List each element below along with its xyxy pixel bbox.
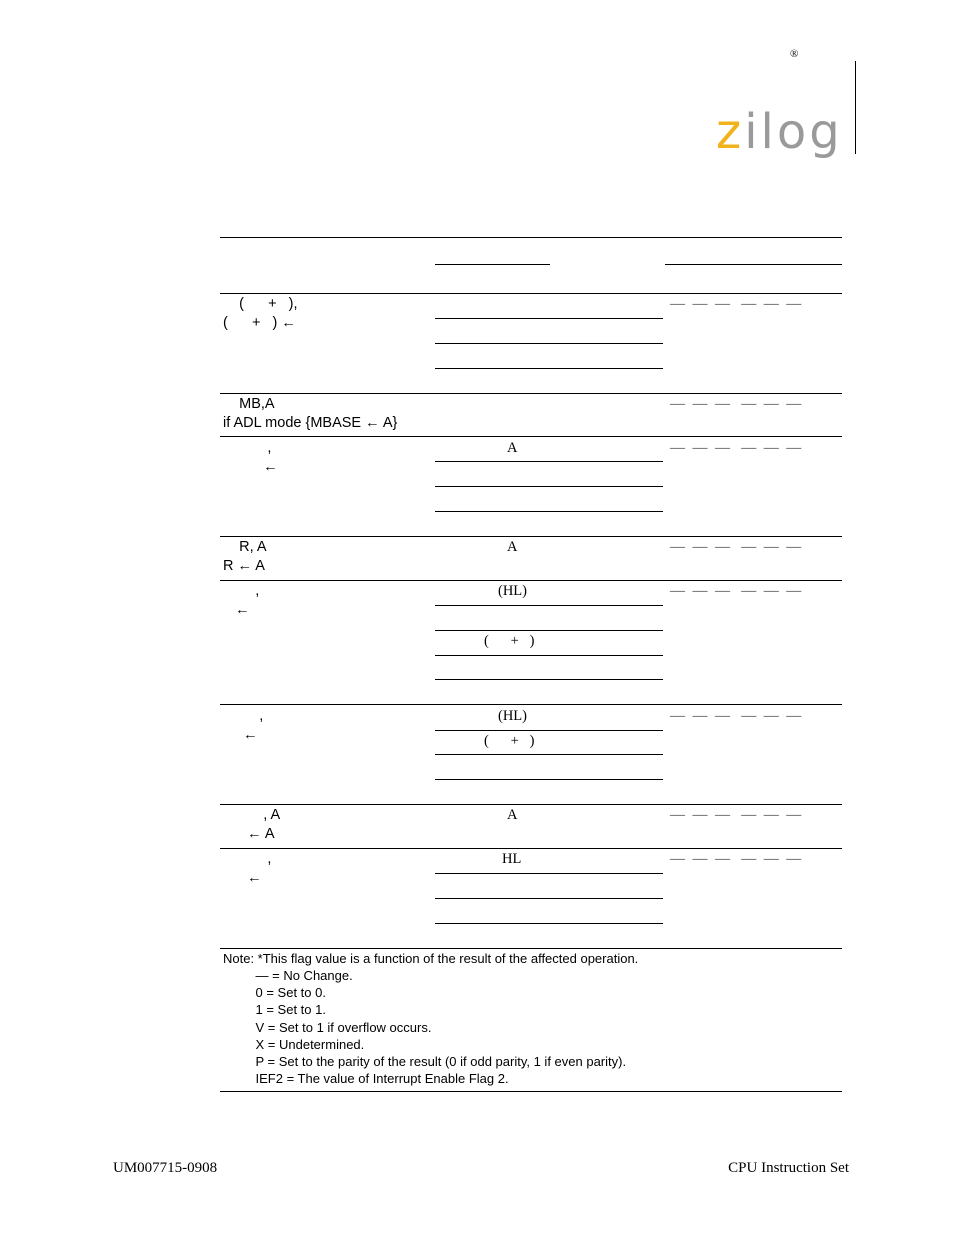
row5-operand-1: (HL)	[498, 583, 527, 599]
notes-top-rule	[220, 948, 842, 949]
row4-flags: — — — — — —	[670, 539, 802, 555]
row8-subrule	[435, 873, 663, 874]
row1-flags: — — — — — —	[670, 296, 802, 312]
row-separator	[220, 804, 842, 805]
row6-subrule	[435, 730, 663, 731]
row1-subrule	[435, 343, 663, 344]
footer-doc-number: UM007715-0908	[113, 1160, 218, 1176]
row1-symbolic-1: ( + ),	[223, 296, 298, 312]
row7-symbolic-1: , A	[223, 807, 281, 823]
row5-symbolic-2: ←	[223, 602, 250, 618]
note-line: P = Set to the parity of the result (0 if odd parity, 1 if even parity).	[223, 1054, 627, 1069]
row3-operand: A	[507, 440, 518, 456]
note-line: 1 = Set to 1.	[223, 1002, 326, 1017]
zilog-logo: zilog	[716, 104, 843, 160]
row4-symbolic-2: R ← A	[223, 558, 265, 574]
row6-subrule	[435, 779, 663, 780]
row8-flags: — — — — — —	[670, 851, 802, 867]
row6-symbolic-1: ,	[223, 708, 264, 724]
row-separator	[220, 704, 842, 705]
row6-subrule	[435, 754, 663, 755]
row6-operand-2: ( + )	[484, 733, 535, 749]
row-separator	[220, 436, 842, 437]
row3-subrule	[435, 486, 663, 487]
row5-subrule	[435, 605, 663, 606]
row1-symbolic-2: ( + ) ←	[223, 315, 296, 331]
header-subrule-right	[665, 264, 842, 265]
table-top-rule	[220, 237, 842, 238]
row5-flags: — — — — — —	[670, 583, 802, 599]
row2-symbolic-2: if ADL mode {MBASE ← A}	[223, 415, 398, 431]
row-separator	[220, 848, 842, 849]
note-line: IEF2 = The value of Interrupt Enable Flag 2.	[223, 1071, 509, 1086]
row8-symbolic-1: ,	[223, 851, 272, 867]
table-bottom-rule	[220, 1091, 842, 1092]
row7-flags: — — — — — —	[670, 807, 802, 823]
row5-subrule	[435, 655, 663, 656]
row-separator	[220, 536, 842, 537]
row2-symbolic-1: MB,A	[223, 396, 275, 412]
row6-operand-1: (HL)	[498, 708, 527, 724]
table-header-rule	[220, 293, 842, 294]
row1-subrule	[435, 368, 663, 369]
row3-subrule	[435, 511, 663, 512]
row5-subrule	[435, 630, 663, 631]
note-line: 0 = Set to 0.	[223, 985, 326, 1000]
row8-subrule	[435, 923, 663, 924]
row7-symbolic-2: ← A	[223, 826, 275, 842]
footer-section: CPU Instruction Set	[728, 1160, 849, 1176]
row3-subrule	[435, 461, 663, 462]
header-divider	[855, 61, 856, 154]
note-line: X = Undetermined.	[223, 1037, 365, 1052]
row8-subrule	[435, 898, 663, 899]
row-separator	[220, 393, 842, 394]
row-separator	[220, 580, 842, 581]
row6-symbolic-2: ←	[223, 727, 258, 743]
row3-flags: — — — — — —	[670, 440, 802, 456]
row6-flags: — — — — — —	[670, 708, 802, 724]
row5-subrule	[435, 679, 663, 680]
row5-symbolic-1: ,	[223, 583, 260, 599]
row5-operand-3: ( + )	[484, 633, 535, 649]
note-line: Note: *This flag value is a function of the result of the affected operation.	[223, 951, 639, 966]
row3-symbolic-1: ,	[223, 440, 272, 456]
note-line: V = Set to 1 if overflow occurs.	[223, 1020, 432, 1035]
row3-symbolic-2: ←	[223, 459, 278, 475]
registered-mark: ®	[790, 48, 799, 60]
row7-operand: A	[507, 807, 518, 823]
row4-symbolic-1: R, A	[223, 539, 267, 555]
row2-flags: — — — — — —	[670, 396, 802, 412]
note-line: — = No Change.	[223, 968, 353, 983]
header-subrule-left	[435, 264, 550, 265]
row8-operand: HL	[502, 851, 522, 867]
row8-symbolic-2: ←	[223, 870, 262, 886]
row4-operand: A	[507, 539, 518, 555]
row1-subrule	[435, 318, 663, 319]
